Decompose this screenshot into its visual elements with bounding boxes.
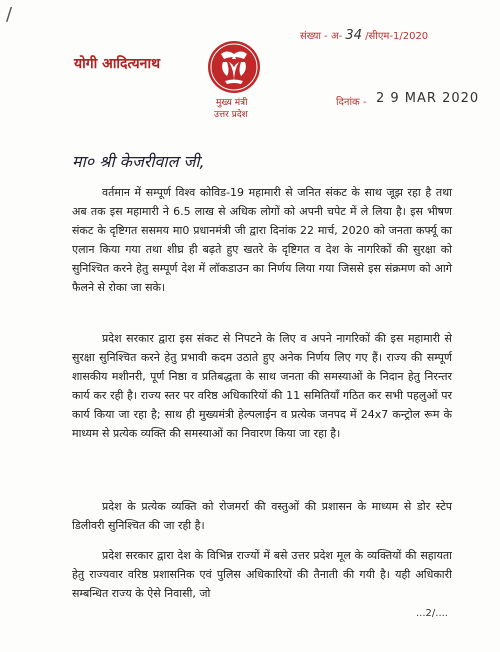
uttar-pradesh-emblem-icon: [207, 40, 261, 94]
salutation: मा० श्री केजरीवाल जी,: [72, 152, 205, 171]
sender-name: योगी आदित्यनाथ: [74, 56, 161, 72]
body-paragraph-2: प्रदेश सरकार द्वारा इस संकट से निपटने के लिए व अपने नागरिकों की इस महामारी से सुरक्षा सुनिश्चित करने हेतु प्रभावी कदम उठाते हुए अनेक निर्णय लिए गए हैं। राज्य की सम्पूर्ण शासकीय मशीनरी, पूर्ण निष्ठा व प्रतिबद्धता के साथ जनता की समस्याओं के निदान हेतु निरन्तर कार्य कर रही है। राज्य स्तर पर वरिष्ठ अधिकारियों की 11 समितियाँ गठित कर सभी पहलुओं पर कार्य किया जा रहा है; साथ ही मुख्यमंत्री हेल्पलाईन व प्रत्येक जनपद में 24x7 कन्ट्रोल रूम के माध्यम से प्रत्येक व्यक्ति की समस्याओं का निवारण किया जा रहा है।: [72, 332, 452, 440]
date-label: दिनांक -: [336, 97, 367, 108]
date-stamp: 2 9 MAR 2020: [376, 91, 480, 106]
reference-value: 34: [345, 28, 362, 43]
body-paragraph-3: प्रदेश के प्रत्येक व्यक्ति को रोजमर्रा की वस्तुओं की प्रशासन के माध्यम से डोर स्टेप डिलीवरी सुनिश्चित की जा रही है।: [72, 500, 452, 532]
reference-prefix: अ-: [330, 31, 343, 42]
body-paragraph-4: प्रदेश सरकार द्वारा देश के विभिन्न राज्यों में बसे उत्तर प्रदेश मूल के व्यक्तियों की सहायता हेतु राज्यवार वरिष्ठ प्रशासनिक एवं पुलिस अधिकारियों की तैनाती की गयी है। यही अधिकारी सम्बन्धित राज्य के ऐसे निवासी, जो: [72, 549, 452, 600]
reference-label: संख्या -: [300, 31, 328, 42]
body-paragraph-1: वर्तमान में सम्पूर्ण विश्व कोविड-19 महामारी से जनित संकट के साथ जूझ रहा है तथा अब तक इस महामारी ने 6.5 लाख से अधिक लोगों को अपनी चपेट में ले लिया है। इस भीषण संकट के दृष्टिगत ससमय मा0 प्रधानमंत्री जी द्वारा दिनांक 22 मार्च, 2020 को जनता कर्फ्यू का एलान किया गया तथा शीघ्र ही बढ़ते हुए खतरे के दृष्टिगत व देश के नागरिकों की सुरक्षा को सुनिश्चित करने हेतु सम्पूर्ण देश में लॉकडाउन का निर्णय लिया गया जिससे इस संक्रमण को आगे फैलने से रोका जा सके।: [72, 186, 452, 294]
corner-mark: /: [6, 4, 13, 25]
office-state: उत्तर प्रदेश: [214, 110, 248, 120]
office-title: मुख्य मंत्री: [216, 98, 248, 108]
reference-suffix: /सीएम-1/2020: [365, 31, 429, 42]
reference-number: [300, 28, 428, 43]
page-continuation-marker: ...2/....: [416, 608, 448, 619]
